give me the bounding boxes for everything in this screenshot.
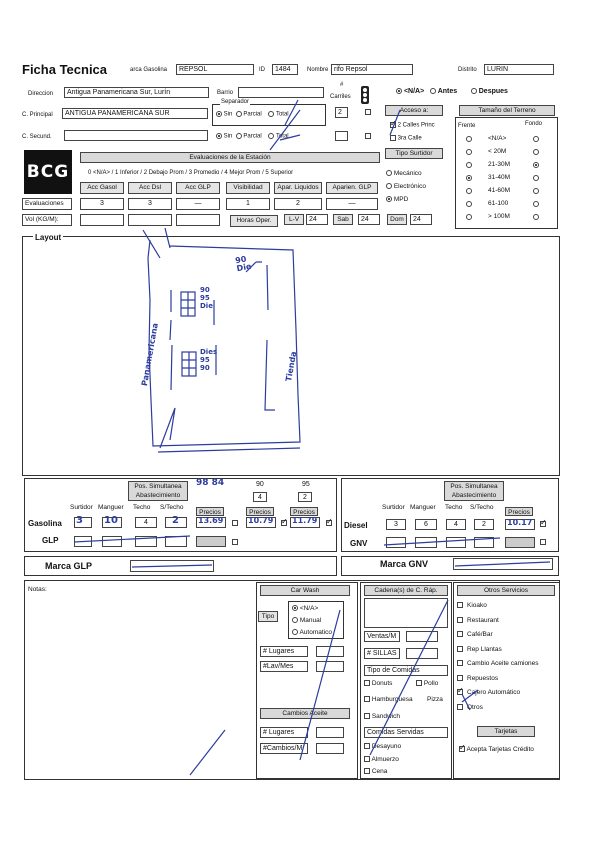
frente-radio[interactable] (466, 201, 472, 207)
fondo-radio[interactable] (533, 214, 539, 220)
terreno-option-label: < 20M (488, 148, 507, 155)
notas-label: Notas: (28, 586, 47, 593)
otros-item-label: Repuestos (467, 674, 499, 682)
eval-col-header[interactable]: Acc Gasol (80, 182, 124, 194)
horas-oper-button[interactable]: Horas Oper. (230, 215, 278, 227)
car-wash-manual-radio[interactable] (292, 617, 298, 623)
direccion-label: Direccion (28, 91, 54, 97)
c-secund-label: C. Secund. (22, 134, 52, 140)
grade-95: 95 (302, 481, 310, 488)
gnv-s-techo[interactable] (474, 537, 494, 548)
glp-precio[interactable] (196, 536, 226, 547)
calles-princ-label: 2 Calles Princ (397, 122, 435, 129)
status-despues-radio[interactable] (471, 88, 477, 94)
bcg-logo-text: BCG (26, 162, 70, 182)
fondo-radio[interactable] (533, 201, 539, 207)
mpd-radio[interactable] (386, 196, 392, 202)
sandwich-option[interactable] (364, 713, 400, 720)
acceso-calles-princ[interactable] (390, 122, 435, 129)
gasolina-manguer-value: 10 (104, 515, 118, 526)
terreno-option-label: > 100M (488, 213, 510, 220)
eval-value-field[interactable]: — (326, 198, 378, 210)
marca-gnv-field[interactable] (453, 558, 553, 570)
distrito-label: Distrito (458, 67, 477, 73)
vol-value-field[interactable] (176, 214, 220, 226)
precios-col-right: Precios (505, 507, 533, 516)
otros-item-checkbox[interactable] (457, 660, 463, 666)
otros-item[interactable] (457, 689, 520, 696)
eval-col-header[interactable]: Acc Dsl (128, 182, 172, 194)
desayuno-checkbox[interactable] (364, 743, 370, 749)
acceso-3ra-calle[interactable] (390, 135, 422, 142)
otros-item[interactable] (457, 631, 493, 638)
gnv-manguer[interactable] (415, 537, 437, 548)
vol-row-label: Vol (KG/M): (22, 214, 72, 226)
techo-col-left: Techo (133, 504, 151, 511)
otros-item-label: Cambio Aceite camiones (467, 660, 539, 667)
pollo-checkbox[interactable] (416, 680, 422, 686)
sab-field[interactable]: 24 (358, 214, 380, 225)
gasolina-precio-2-checkbox[interactable] (281, 520, 287, 526)
separador-total-radio[interactable] (268, 111, 274, 117)
car-wash-auto-label: Automatico (299, 629, 332, 636)
donuts-option[interactable] (364, 680, 392, 687)
diesel-techo[interactable]: 4 (446, 519, 466, 530)
manguer-col-right: Manguer (410, 504, 436, 511)
tipo-surtidor-header: Tipo Surtidor (385, 148, 443, 159)
grade-90-sub[interactable]: 4 (253, 492, 267, 502)
fondo-radio[interactable] (533, 188, 539, 194)
acepta-tarjetas-checkbox[interactable] (459, 746, 465, 752)
surtidor-mpd[interactable] (386, 196, 408, 203)
evaluaciones-header: Evaluaciones de la Estación (80, 152, 380, 163)
otros-item-label: Café/Bar (467, 631, 493, 638)
secund-total-radio[interactable] (268, 133, 274, 139)
glp-manguer[interactable] (102, 536, 122, 547)
carriles-checkbox[interactable] (365, 109, 371, 115)
vol-value-field[interactable] (80, 214, 124, 226)
cambios-aceite-header: Cambios Aceite (260, 708, 350, 719)
id-field[interactable]: 1484 (272, 64, 298, 75)
frente-radio[interactable] (466, 149, 472, 155)
secund-sin-label: Sin (223, 133, 233, 140)
terreno-option-label: <N/A> (488, 135, 507, 142)
nombre-label: Nombre (307, 67, 329, 73)
eval-col-header[interactable]: Apar. Liquidos (274, 182, 322, 194)
terreno-option-label: 61-100 (488, 200, 509, 207)
surtidor-electronico[interactable] (386, 183, 426, 190)
otros-item-checkbox[interactable] (457, 646, 463, 652)
carriles-field[interactable]: 2 (335, 107, 348, 118)
separador-label: Separador (221, 99, 250, 105)
gasolina-precio-1-checkbox[interactable] (232, 520, 238, 526)
evaluaciones-row-label: Evaluaciones (22, 198, 72, 210)
car-wash-lugares-field[interactable] (316, 646, 344, 657)
cena-label: Cena (371, 768, 388, 775)
otros-item-checkbox[interactable] (457, 602, 463, 608)
terreno-header: Tamaño del Terreno (459, 105, 555, 116)
layout-title: Layout (35, 233, 62, 242)
otros-item[interactable] (457, 675, 498, 682)
grade-90: 90 (256, 481, 264, 488)
car-wash-opt-manual[interactable] (292, 617, 321, 624)
status-despues-label: Despues (478, 88, 508, 95)
otros-item[interactable] (457, 646, 502, 653)
car-wash-lav-mes-label: #Lav/Mes (260, 661, 308, 672)
layout-note-right: Tienda (284, 350, 299, 383)
eval-value-field[interactable]: 3 (80, 198, 124, 210)
diesel-label: Diesel (344, 521, 368, 530)
otros-item-checkbox[interactable] (457, 704, 463, 710)
s-techo-col-right: S/Techo (470, 504, 494, 511)
gnv-surtidor[interactable] (386, 537, 406, 548)
donuts-checkbox[interactable] (364, 680, 370, 686)
nombre-field[interactable]: rifo Repsol (331, 64, 413, 75)
otros-header: Otros Servicios (457, 585, 555, 596)
electronico-radio[interactable] (386, 183, 392, 189)
fondo-radio[interactable] (533, 175, 539, 181)
otros-item-label: Rep Llantas (467, 645, 502, 653)
pos-simultanea-left-note: 98 84 (196, 478, 225, 488)
otros-item-label: Otros (467, 703, 483, 711)
fondo-radio[interactable] (533, 162, 539, 168)
separador-parcial-label: Parcial (243, 111, 262, 118)
form-title: Ficha Tecnica (22, 62, 108, 77)
otros-item-label: Restaurant (467, 616, 499, 624)
marca-gnv-label: Marca GNV (380, 559, 429, 569)
separador-options[interactable] (216, 111, 289, 118)
mecanico-label: Mecánico (393, 170, 422, 177)
frente-radio[interactable] (466, 214, 472, 220)
layout-note-isle2: Dies 95 90 (200, 348, 218, 372)
eval-value-field[interactable]: 3 (128, 198, 172, 210)
dom-field[interactable]: 24 (410, 214, 432, 225)
secund-sin-radio[interactable] (216, 133, 222, 139)
car-wash-lav-mes-field[interactable] (316, 661, 344, 672)
frente-radio[interactable] (466, 162, 472, 168)
terreno-option-label: 21-30M (488, 161, 511, 168)
sillas-label: # SILLAS (364, 648, 400, 659)
gasolina-label: Gasolina (28, 519, 62, 528)
bcg-logo (24, 150, 72, 194)
manguer-col-left: Manguer (98, 504, 124, 511)
glp-precio-checkbox[interactable] (232, 539, 238, 545)
glp-surtidor[interactable] (74, 536, 92, 547)
desayuno-option[interactable] (364, 743, 401, 750)
precios-col-left-3: Precios (290, 507, 318, 516)
acceso-header: Acceso a: (385, 105, 443, 116)
status-na-radio[interactable] (396, 88, 402, 94)
pollo-option[interactable] (416, 680, 438, 687)
carriles-hash: # (340, 82, 344, 88)
gnv-precio[interactable] (505, 537, 535, 548)
terreno-option-label: 31-40M (488, 174, 511, 181)
secund-parcial-radio[interactable] (236, 133, 242, 139)
lv-label: L-V (284, 214, 304, 225)
car-wash-opt-auto[interactable] (292, 629, 332, 636)
gasolina-surtidor-value: 3 (76, 515, 83, 526)
tercera-calle-checkbox[interactable] (390, 135, 396, 141)
fondo-radio[interactable] (533, 149, 539, 155)
mpd-label: MPD (393, 196, 409, 203)
cambios-m-label: #Cambios/M (260, 743, 308, 754)
eval-col-header[interactable]: Acc GLP (176, 182, 220, 194)
hamburguesa-checkbox[interactable] (364, 696, 370, 702)
frente-label: Frente (458, 123, 476, 129)
hamburguesa-option[interactable] (364, 696, 413, 703)
marca-label: arca Gasolina (130, 67, 168, 73)
eval-value-field[interactable]: 2 (274, 198, 322, 210)
cambios-lugares-field[interactable] (316, 727, 344, 738)
terreno-option-label: 41-60M (488, 187, 511, 194)
otros-item[interactable] (457, 704, 483, 711)
fondo-radio[interactable] (533, 136, 539, 142)
donuts-label: Donuts (371, 680, 393, 687)
sab-label: Sab (333, 214, 353, 225)
s-techo-col-left: S/Techo (160, 504, 184, 511)
electronico-label: Electrónico (393, 183, 426, 190)
marca-glp-label: Marca GLP (45, 561, 93, 571)
precios-col-left-1: Precios (196, 507, 224, 516)
pizza-option: Pizza (427, 696, 443, 703)
cambios-lugares-label: # Lugares (260, 727, 308, 738)
marca-glp-field[interactable] (130, 560, 214, 572)
distrito-field[interactable]: LURIN (484, 64, 554, 75)
secund-separador-options[interactable] (216, 133, 289, 140)
lv-field[interactable]: 24 (306, 214, 328, 225)
car-wash-tipo[interactable]: Tipo (258, 611, 278, 622)
layout-note-isle1: 90 95 Die (200, 286, 213, 310)
glp-s-techo[interactable] (165, 536, 187, 547)
car-wash-header: Car Wash (260, 585, 350, 596)
otros-item[interactable] (457, 617, 499, 624)
c-principal-label: C. Principal (22, 112, 53, 118)
frente-radio[interactable] (466, 136, 472, 142)
fondo-label: Fondo (525, 121, 543, 127)
secund-total-label: Total (275, 133, 289, 140)
grade-95-sub[interactable]: 2 (298, 492, 312, 502)
status-antes-radio[interactable] (430, 88, 436, 94)
direccion-field[interactable]: Antigua Panamericana Sur, Lurín (64, 87, 209, 98)
otros-item-label: Kioako (467, 602, 487, 609)
otros-item[interactable] (457, 660, 539, 667)
cambios-m-field[interactable] (316, 743, 344, 754)
almuerzo-option[interactable] (364, 756, 399, 763)
sandwich-label: Sandwich (371, 713, 400, 720)
id-label: ID (259, 67, 265, 73)
gasolina-precio-2-value: 10.79 (248, 516, 274, 525)
almuerzo-checkbox[interactable] (364, 756, 370, 762)
layout-note-top: 90 Die (234, 254, 253, 274)
surtidor-col-left: Surtidor (70, 504, 93, 511)
otros-item[interactable] (457, 602, 487, 609)
secund-parcial-label: Parcial (243, 133, 262, 140)
cena-checkbox[interactable] (364, 768, 370, 774)
diesel-precio-value: 10.17 (507, 518, 533, 527)
gnv-label: GNV (350, 539, 368, 548)
c-principal-field[interactable]: ANTIGUA PANAMERICANA SUR (62, 108, 208, 119)
separador-sin-label: Sin (223, 111, 233, 118)
separador-parcial-radio[interactable] (236, 111, 242, 117)
diesel-precio-checkbox[interactable] (540, 521, 546, 527)
status-antes-label: Antes (437, 88, 458, 95)
car-wash-auto-radio[interactable] (292, 629, 298, 635)
car-wash-lugares-label: # Lugares (260, 646, 308, 657)
cadena-header: Cadena(s) de C. Ráp. (364, 585, 448, 596)
ventas-label: Ventas/M (364, 631, 400, 642)
frente-radio[interactable] (466, 175, 472, 181)
gnv-techo[interactable] (446, 537, 466, 548)
frente-radio[interactable] (466, 188, 472, 194)
c-secund-field[interactable] (64, 130, 208, 141)
vol-value-field[interactable] (128, 214, 172, 226)
otros-item-checkbox[interactable] (457, 675, 463, 681)
car-wash-na-radio[interactable] (292, 605, 298, 611)
eval-col-header[interactable]: Visibilidad (226, 182, 270, 194)
otros-item-checkbox[interactable] (457, 689, 463, 695)
gasolina-precio-3-value: 11.79 (292, 516, 318, 525)
separador-total-label: Total (275, 111, 289, 118)
gasolina-precio-1-value: 13.69 (198, 516, 224, 525)
gasolina-s-techo-value: 2 (172, 515, 179, 526)
evaluaciones-scale: 0 <N/A> / 1 Inferior / 2 Debajo Prom / 3 Promedio / 4 Mejor Prom / 5 Superior (88, 170, 294, 176)
diesel-s-techo[interactable]: 2 (474, 519, 494, 530)
secund-carriles-checkbox[interactable] (365, 133, 371, 139)
status-options[interactable] (396, 88, 508, 95)
car-wash-manual-label: Manual (299, 617, 322, 624)
diesel-manguer[interactable]: 6 (415, 519, 437, 530)
acepta-tarjetas-label: Acepta Tarjetas Crédito (466, 746, 534, 753)
gasolina-techo[interactable]: 4 (135, 517, 157, 528)
eval-col-header[interactable]: Aparien. GLP (326, 182, 378, 194)
tipo-comidas-label: Tipo de Comidas (364, 665, 448, 676)
comidas-servidas-label: Comidas Servidas (364, 727, 448, 738)
layout-note-left: Panamericana (139, 322, 160, 387)
secund-carriles-field[interactable] (335, 131, 348, 141)
otros-item-checkbox[interactable] (457, 631, 463, 637)
precios-col-left-2: Precios (246, 507, 274, 516)
pollo-label: Pollo (423, 680, 439, 687)
glp-techo[interactable] (135, 536, 157, 547)
diesel-surtidor[interactable]: 3 (386, 519, 406, 530)
glp-label: GLP (42, 536, 59, 545)
tercera-calle-label: 3ra Calle (397, 135, 422, 142)
surtidor-mecanico[interactable] (386, 170, 422, 177)
barrio-field[interactable] (238, 87, 324, 98)
marca-field[interactable]: REPSOL (176, 64, 254, 75)
desayuno-label: Desayuno (371, 743, 402, 750)
cena-option[interactable] (364, 768, 387, 775)
carriles-label: Carriles (330, 94, 351, 100)
ventas-field[interactable] (406, 631, 438, 642)
sandwich-checkbox[interactable] (364, 713, 370, 719)
tarjetas-header: Tarjetas (477, 726, 535, 737)
otros-item-label: Cajero Automático (467, 689, 521, 696)
sillas-field[interactable] (406, 648, 438, 659)
almuerzo-label: Almuerzo (371, 756, 399, 763)
eval-value-field[interactable]: 1 (226, 198, 270, 210)
calles-princ-checkbox[interactable] (390, 122, 396, 128)
surtidor-col-right: Surtidor (382, 504, 405, 511)
traffic-light-icon (360, 86, 370, 104)
car-wash-na-label: <N/A> (299, 605, 319, 612)
otros-item-checkbox[interactable] (457, 617, 463, 623)
status-na-label: <N/A> (403, 88, 425, 95)
hamburguesa-label: Hamburguesa (371, 696, 413, 703)
acepta-tarjetas[interactable] (459, 746, 534, 753)
gasolina-precio-3-checkbox[interactable] (326, 520, 332, 526)
separador-sin-radio[interactable] (216, 111, 222, 117)
pos-simultanea-left: Pos. Simultanea Abastecimiento (128, 481, 188, 501)
gnv-precio-checkbox[interactable] (540, 539, 546, 545)
dom-label: Dom (387, 214, 407, 225)
car-wash-opt-na[interactable] (292, 605, 318, 612)
pos-simultanea-right: Pos. Simultanea Abastecimiento (444, 481, 504, 501)
barrio-label: Barrio (217, 90, 234, 96)
cadena-list[interactable] (364, 598, 448, 628)
eval-value-field[interactable]: — (176, 198, 220, 210)
mecanico-radio[interactable] (386, 170, 392, 176)
techo-col-right: Techo (445, 504, 463, 511)
